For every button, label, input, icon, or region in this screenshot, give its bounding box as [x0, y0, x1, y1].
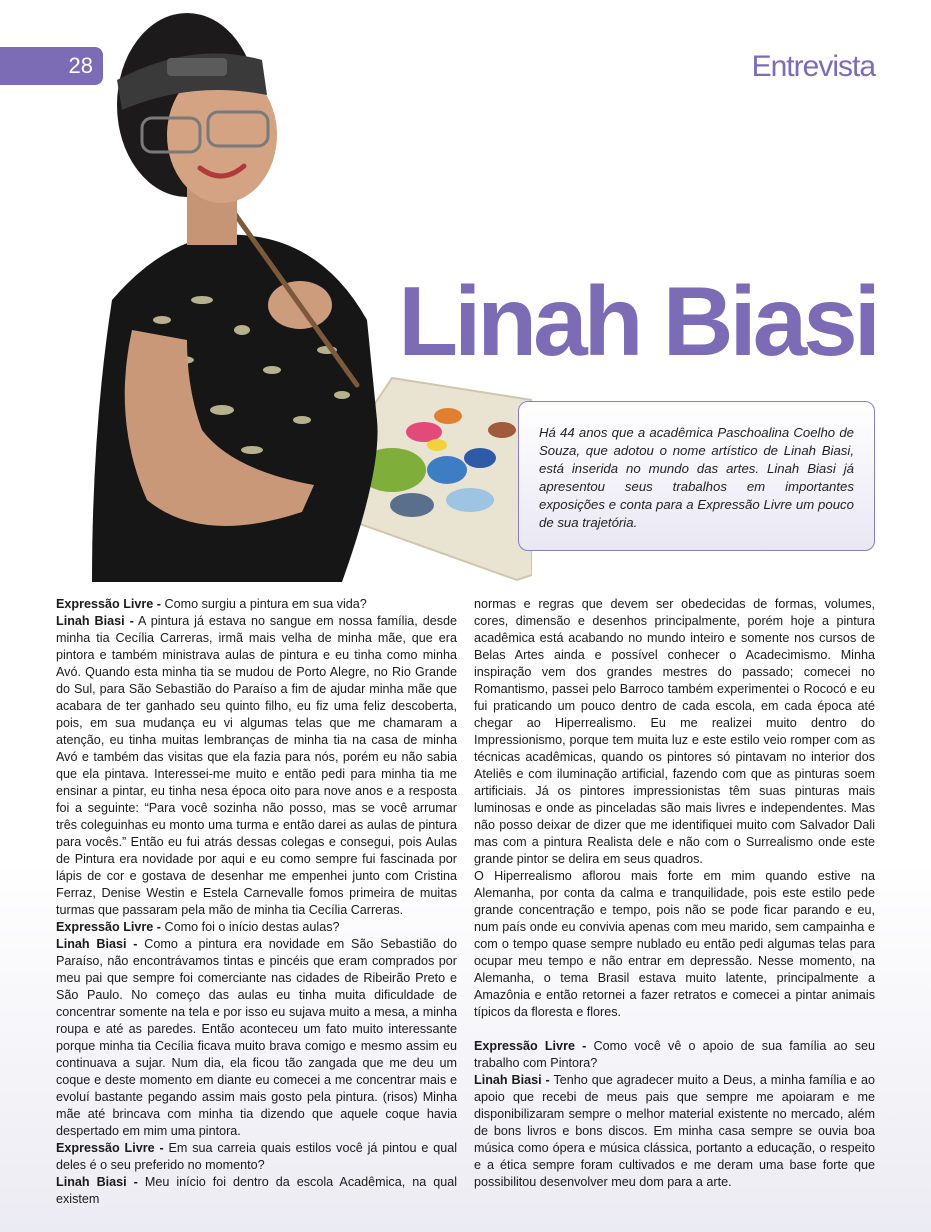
answer-3-continued: normas e regras que devem ser obedecidas de formas, volumes, cores, dimensão e desenhos principalmente, porém hoje a pintura acadêmica está acabando no mundo inteiro e somente nos cursos de Belas Artes ainda e possível conhecer o Acadecimismo. Minha inspiração vem dos grandes mestres do passado; comecei no Romantismo, passei pelo Barroco também experimentei o Rococó e eu fui praticando um pouco dentro de cada escola, em cada época até chegar ao Hiperrealismo. Eu me realizei muito dentro do Impressionismo, porque tem muita luz e este estilo veio romper com as técnicas acadêmicas, quando os pintores só pintavam no interior dos Ateliês e com iluminação artificial, fazendo com que as pinturas soem artificiais. Já os pintores impressionistas têm suas pinturas mais luminosas e onde as pinceladas são mais livres e independentes. Mas não posso deixar de dizer que me identifiquei muito com Salvador Dali mas com a pintura Realista dele e não com o Surrealismo onde este grande pintor se delira em seus quadros.	[474, 597, 875, 866]
question-text: Como surgiu a pintura em sua vida?	[164, 597, 367, 611]
intro-box	[518, 401, 875, 551]
answer-3-paragraph-2: O Hiperrealismo aflorou mais forte em mim quando estive na Alemanha, por conta da calma e tranquilidade, pois este estilo pede grande concentração e tempo, pois não se pode ficar parando e eu, num país onde eu convivia apenas com meu marido, sem campainha e com o tempo quase sempre nublado eu então pedi algumas telas para ocupar meu tempo e não entrar em depressão. Nesse momento, na Alemanha, o tema Brasil estava muito latente, principalmente a Amazônia e então retornei a fazer retratos e comecei a pintar animais típicos da floresta e flores.	[474, 869, 875, 1019]
question-3	[56, 1140, 457, 1174]
page-number-tab	[0, 47, 103, 85]
section-label: Entrevista	[751, 50, 875, 83]
interviewer-label: Expressão Livre -	[474, 1039, 587, 1053]
question-text: Como foi o início destas aulas?	[164, 920, 340, 934]
question-text: Em sua carreia quais estilos você já pintou e qual deles é o seu preferido no momento?	[56, 1141, 458, 1172]
question-1	[56, 596, 457, 613]
question-2	[56, 919, 457, 936]
interviewee-label: Linah Biasi -	[56, 1175, 138, 1189]
right-column	[474, 596, 875, 1191]
paragraph-gap	[474, 1021, 875, 1038]
interviewee-label: Linah Biasi -	[56, 614, 134, 628]
article-title: Linah Biasi	[398, 266, 877, 376]
interviewee-label: Linah Biasi -	[56, 937, 138, 951]
interviewer-label: Expressão Livre -	[56, 1141, 164, 1155]
interviewer-label: Expressão Livre -	[56, 920, 161, 934]
answer-text: Como a pintura era novidade em São Sebastião do Paraíso, não encontrávamos tintas e pincéis que eram comprados por meu pai que sempre foi comerciante nas cidades de Ribeirão Preto e São Paulo. No começo das aulas eu tinha muita dificuldade de concentrar somente na tela e por isso eu sujava muito a mesa, a minha roupa e até as paredes. Então aconteceu um fato muito interessante porque minha tia Cecília ficava muito brava comigo e mesmo assim eu continuava a sujar. Num dia, ela ficou tão zangada que me deu um coque e deste momento em diante eu comecei a me concentrar mais e evoluí bastante pegando assim mais gosto pela pintura. (risos) Minha mãe até brincava com minha tia dizendo que aquele coque havia despertado em mim uma pintora.	[56, 937, 458, 1138]
question-text: Como você vê o apoio de sua família ao seu trabalho com Pintora?	[474, 1039, 876, 1070]
question-4	[474, 1038, 875, 1072]
left-column	[56, 596, 457, 1208]
answer-3	[56, 1174, 457, 1208]
answer-4	[474, 1072, 875, 1191]
answer-1	[56, 613, 457, 919]
answer-text: Tenho que agradecer muito a Deus, a minha família e ao apoio que recebi de meus pais que sempre me apoiaram e me disponibilizaram sempre o melhor material existente no mercado, além de bons livros e bons discos. Em minha casa sempre se ouvia boa música como ópera e música clássica, portanto a educação, o respeito e a ética sempre foram cultivados e me deram uma base forte que possibilitou desenvolver meu dom para a arte.	[474, 1073, 876, 1189]
answer-text: A pintura já estava no sangue em nossa família, desde minha tia Cecília Carreras, irmã mais velha de minha mãe, que era pintora e também ministrava aulas de pintura e eu tinha como minha Avó. Quando esta minha tia se mudou de Porto Alegre, no Rio Grande do Sul, para São Sebastião do Paraíso a fim de ajudar minha mãe que acabara de ter ganhado seu quinto filho, eu fiz uma feliz descoberta, pois, em sua mudança eu vi algumas telas que me chamaram a atenção, eu tinha muitas lembranças de minha tia na casa de minha Avó e também das visitas que ela fazia para nós, porém eu não sabia que ela pintava. Interessei-me muito e então pedi para minha tia me ensinar a pintar, eu tinha nesa época oito para nove anos e a resposta foi a seguinte: “Para você sozinha não posso, mas se você arrumar três coleguinhas eu monto uma turma e então darei as aulas de pintura para vocês.” Então eu fui atrás dessas colegas e consegui, pois Aulas de Pintura era novidade por aqui e eu como sempre fui fascinada por lápis de cor e gostava de desenhar me empenhei junto com Cristina Ferraz, Denise Westin e Estela Carnevalle fomos primeira de muitas turmas que passaram pela mão de minha tia Cecília Carreras.	[56, 614, 458, 917]
interviewer-label: Expressão Livre -	[56, 597, 161, 611]
intro-text: Há 44 anos que a acadêmica Paschoalina Coelho de Souza, que adotou o nome artístico de Linah Biasi, está inserida no mundo das artes. Linah Biasi já apresentou seus trabalhos em importantes exposições e conta para a Expressão Livre um pouco de sua trajetória.	[539, 425, 854, 530]
interviewee-label: Linah Biasi -	[474, 1073, 550, 1087]
answer-2	[56, 936, 457, 1140]
page-number: 28	[68, 53, 93, 78]
answer-text: Meu início foi dentro da escola Acadêmica, na qual existem	[56, 1175, 458, 1206]
